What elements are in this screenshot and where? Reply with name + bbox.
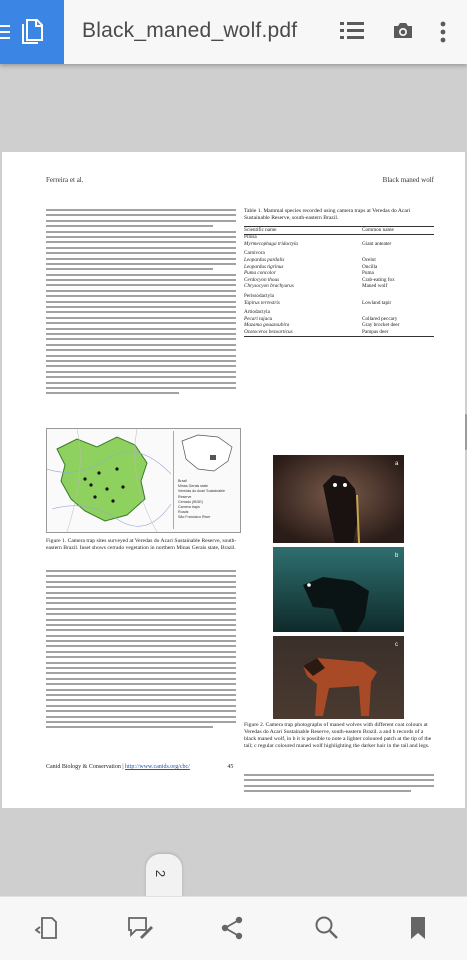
table-body	[244, 234, 434, 335]
share-icon[interactable]	[220, 915, 244, 941]
page-indicator[interactable]	[146, 854, 182, 898]
table-cell-common-name	[362, 309, 434, 316]
table-row	[244, 277, 434, 284]
annotate-comment-icon[interactable]	[126, 915, 154, 941]
table-cell-common-name: Giant anteater	[362, 240, 392, 247]
table-row	[244, 257, 434, 264]
photo-c-regular-maned-wolf	[273, 636, 404, 719]
table-cell-common-name: Pampas deer	[362, 328, 389, 335]
footer-journal: Canid Biology & Conservation |	[46, 764, 126, 770]
table-row	[244, 309, 434, 316]
photo-label: c	[395, 642, 398, 648]
table-header: Common name	[362, 227, 394, 233]
table-cell-common-name: Gray brocket deer	[362, 322, 400, 329]
table-header-row	[244, 227, 434, 234]
table-cell-scientific-name: Chrysocyon brachyurus	[244, 283, 294, 290]
page-footer	[46, 764, 233, 770]
search-icon[interactable]	[314, 915, 340, 941]
table-cell-scientific-name: Tapirus terrestris	[244, 299, 280, 306]
more-vert-icon[interactable]	[438, 20, 448, 44]
table-cell-common-name: Ocelot	[362, 256, 376, 263]
table-cell-scientific-name: Pilosa	[244, 234, 257, 241]
table-cell-scientific-name: Leopardus pardalis	[244, 256, 285, 263]
table-cell-scientific-name: Myrmecophaga tridactyla	[244, 240, 299, 247]
map-legend: Brazil Minas Gerais state Veredas do Acari Sustainable Reserve Cerrado (IBGE) Camera traps Roads São Francisco River	[178, 479, 225, 520]
running-header-left: Ferreira et al.	[46, 176, 84, 184]
table-row	[244, 264, 434, 271]
table-cell-scientific-name: Artiodactyla	[244, 309, 270, 316]
table-row	[244, 300, 434, 307]
table-row	[244, 250, 434, 257]
table-row	[244, 234, 434, 241]
table-cell-scientific-name: Cerdocyon thous	[244, 276, 280, 283]
table-cell-scientific-name: Leopardus tigrinus	[244, 263, 284, 270]
table-title: Table 1. Mammal species recorded using camera traps at Veredas do Acari Sustainable Reserve, south-eastern Brazil.	[244, 208, 411, 221]
reserve-map	[47, 429, 171, 532]
table-row	[244, 329, 434, 336]
footer-page-number: 45	[227, 764, 234, 770]
table-cell-scientific-name: Perissodactyla	[244, 292, 274, 299]
table-cell-scientific-name: Carnivora	[244, 250, 265, 257]
footer-link[interactable]: http://www.canids.org/cbc/	[125, 764, 190, 770]
bookmark-icon[interactable]	[408, 915, 428, 941]
table-cell-common-name	[362, 234, 434, 241]
photo-label: b	[395, 553, 399, 559]
table-cell-common-name: Oncilla	[362, 263, 378, 270]
camera-icon[interactable]	[392, 20, 414, 42]
table-cell-scientific-name: Pecari tajacu	[244, 315, 273, 322]
table-cell-common-name: Crab-eating fox	[362, 276, 395, 283]
pdf-page	[2, 152, 465, 808]
species-table	[244, 208, 434, 337]
document-title: Black_maned_wolf.pdf	[82, 19, 298, 42]
table-row	[244, 293, 434, 300]
table-row	[244, 270, 434, 277]
top-app-bar	[0, 0, 467, 64]
table-header: Scientific name	[244, 227, 277, 233]
table-cell-common-name: Lowland tapir	[362, 299, 392, 306]
body-text-block	[46, 570, 236, 732]
running-header-right: Black maned wolf	[382, 176, 434, 184]
table-cell-common-name: Collared peccary	[362, 315, 398, 322]
table-row	[244, 322, 434, 329]
page-number: 2	[153, 869, 169, 878]
photo-label: a	[395, 461, 399, 467]
documents-icon	[20, 18, 44, 44]
table-row	[244, 283, 434, 290]
table-row	[244, 316, 434, 323]
body-text-block	[244, 774, 434, 796]
photo-b-black-maned-wolf	[273, 547, 404, 632]
figure-2-caption: Figure 2. Camera trap photographs of maned wolves with different coat colours at Veredas do Acari Sustainable Reserve, south-eastern Brazil. a and b records of a black maned wolf, in b it is possible to note a lighter coloured patch at the tip of the tail; c regular coloured maned wolf highlighting the darker hair in the tail and legs.	[244, 722, 432, 749]
photo-a-black-maned-wolf	[273, 455, 404, 543]
pdf-viewer[interactable]	[0, 64, 467, 896]
figure-1-caption: Figure 1. Camera trap sites surveyed at Veredas do Acari Sustainable Reserve, south-eastern Brazil. Inset shows cerrado vegetation in northern Minas Gerais state, Brazil.	[46, 538, 237, 551]
table-cell-scientific-name: Mazama gouazoubira	[244, 322, 290, 329]
table-cell-scientific-name: Ozotoceros bezoarticus	[244, 328, 293, 335]
body-text-block	[46, 209, 236, 398]
table-cell-common-name	[362, 293, 434, 300]
study-area-map	[46, 428, 241, 533]
list-icon[interactable]	[340, 20, 364, 42]
drawer-toggle-button[interactable]	[0, 0, 64, 64]
table-cell-common-name: Puma	[362, 270, 374, 277]
inset-map	[173, 431, 239, 529]
brazil-outline	[174, 431, 240, 475]
table-row	[244, 241, 434, 248]
table-cell-common-name: Maned wolf	[362, 283, 388, 290]
table-cell-scientific-name: Puma concolor	[244, 270, 276, 277]
hamburger-icon	[0, 25, 10, 43]
table-cell-common-name	[362, 250, 434, 257]
bottom-toolbar	[0, 896, 467, 960]
rotate-page-icon[interactable]	[34, 915, 60, 941]
